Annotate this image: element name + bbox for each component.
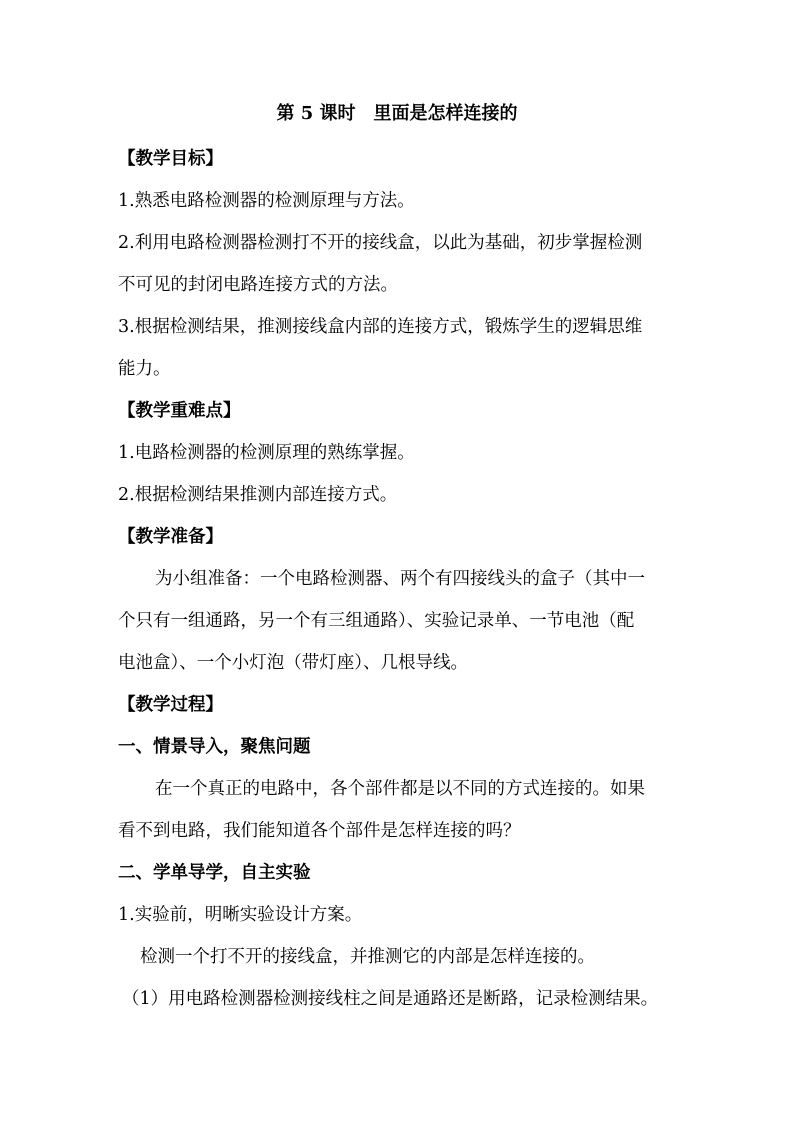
part2-step-1: 1.实验前，明晰实验设计方案。 xyxy=(118,905,363,925)
part2-sub-item-1: （1）用电路检测器检测接线柱之间是通路还是断路，记录检测结果。 xyxy=(122,989,659,1009)
part1-line-2: 看不到电路，我们能知道各个部件是怎样连接的吗？ xyxy=(118,821,521,841)
preparation-line-1: 为小组准备：一个电路检测器、两个有四接线头的盒子（其中一 xyxy=(155,569,645,589)
objective-item-2: 2.利用电路检测器检测打不开的接线盒，以此为基础，初步掌握检测 xyxy=(118,233,643,253)
key-points-heading: 【教学重难点】 xyxy=(118,401,241,421)
objective-item-3-continued: 能力。 xyxy=(118,359,171,379)
process-heading: 【教学过程】 xyxy=(118,695,223,715)
key-point-item-1: 1.电路检测器的检测原理的熟练掌握。 xyxy=(118,443,415,463)
preparation-line-3: 电池盒）、一个小灯泡（带灯座）、几根导线。 xyxy=(118,653,468,673)
preparation-heading: 【教学准备】 xyxy=(118,527,223,547)
objective-item-3: 3.根据检测结果，推测接线盒内部的连接方式，锻炼学生的逻辑思维 xyxy=(118,317,643,337)
page-title: 第 5 课时 里面是怎样连接的 xyxy=(276,103,518,124)
part2-task: 检测一个打不开的接线盒，并推测它的内部是怎样连接的。 xyxy=(140,947,595,967)
part1-heading: 一、情景导入，聚焦问题 xyxy=(118,737,311,757)
part2-heading: 二、学单导学，自主实验 xyxy=(118,863,311,883)
part1-line-1: 在一个真正的电路中，各个部件都是以不同的方式连接的。如果 xyxy=(155,779,645,799)
objective-item-2-continued: 不可见的封闭电路连接方式的方法。 xyxy=(118,275,398,295)
preparation-line-2: 个只有一组通路，另一个有三组通路）、实验记录单、一节电池（配 xyxy=(118,611,635,631)
objective-item-1: 1.熟悉电路检测器的检测原理与方法。 xyxy=(118,191,415,211)
objectives-heading: 【教学目标】 xyxy=(118,149,223,169)
key-point-item-2: 2.根据检测结果推测内部连接方式。 xyxy=(118,485,398,505)
